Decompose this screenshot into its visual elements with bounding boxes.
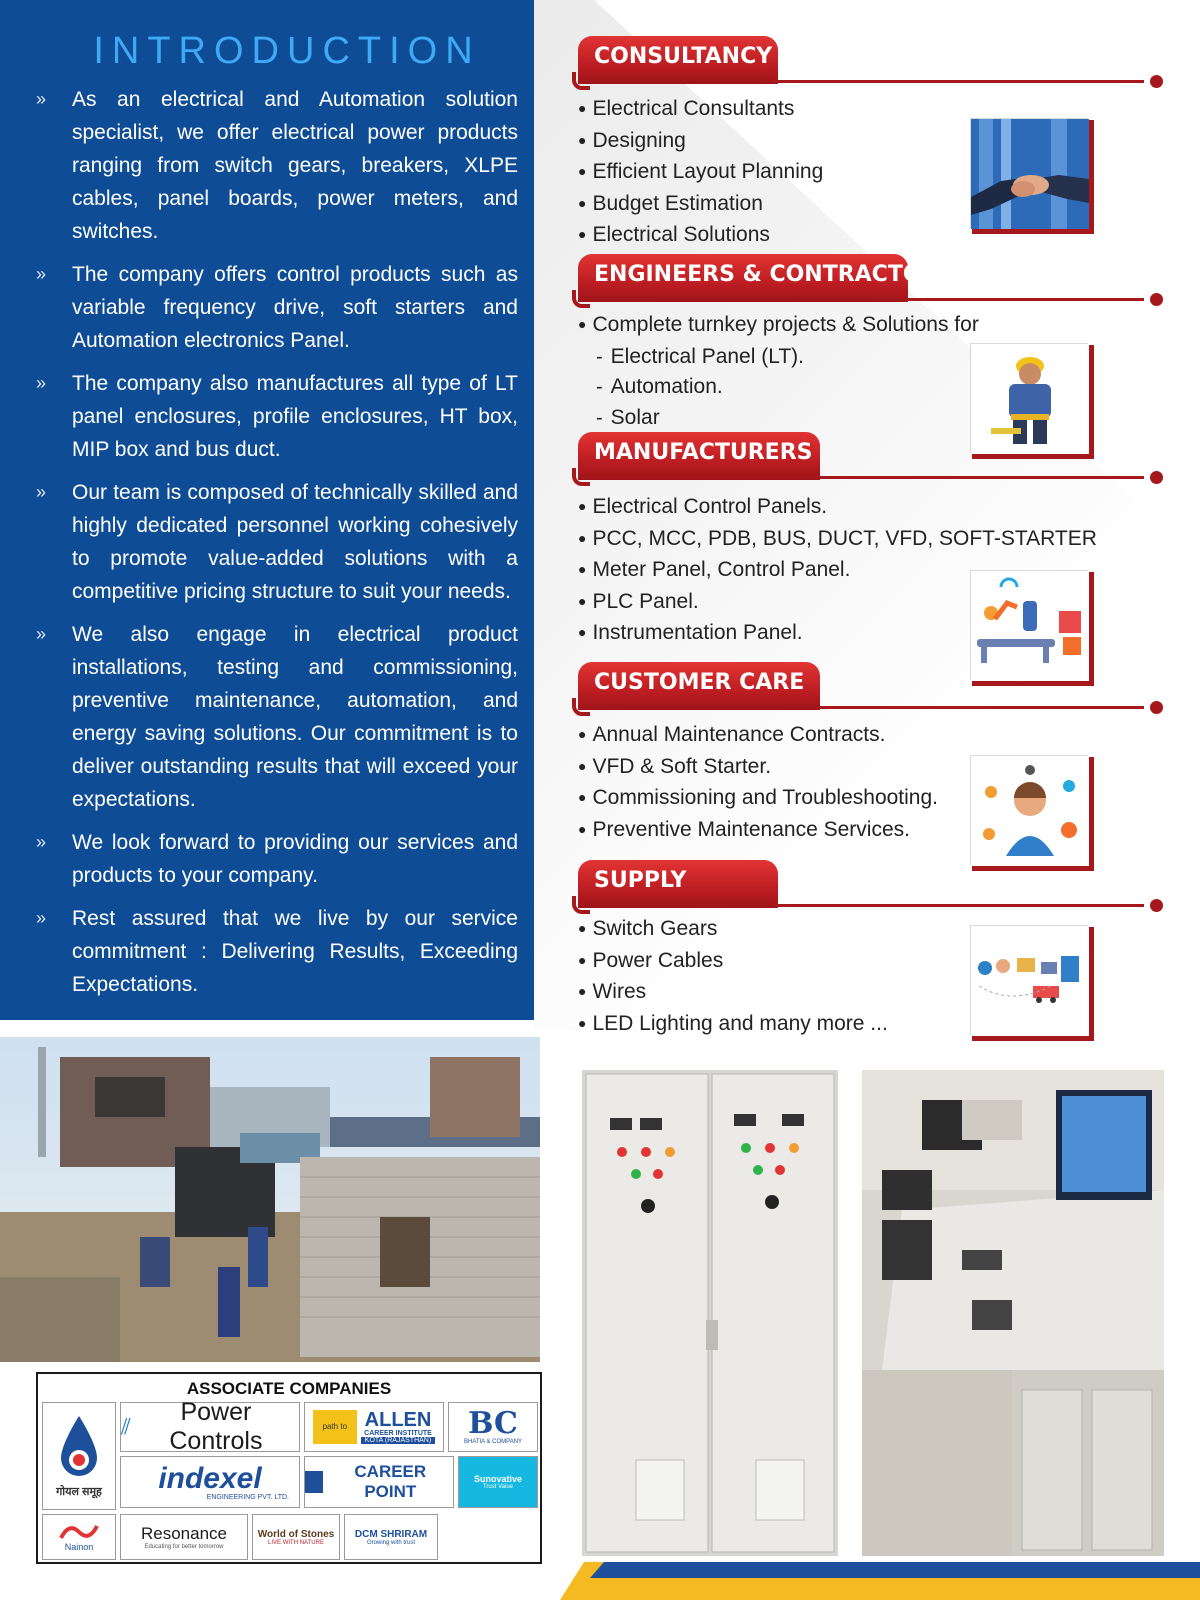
intro-paragraph: » As an electrical and Automation solution specialist, we offer electrical power products ranging from switch gears, breakers, XLPE cables, panel boards, power meters, and switches. xyxy=(36,83,518,248)
list-item: ● Electrical Solutions xyxy=(578,220,823,252)
associate-companies-box xyxy=(36,1372,542,1564)
intro-paragraph: » Our team is composed of technically skilled and highly dedicated personnel working cohesively to promote value-added solutions with a competitive pricing structure to suit your needs. xyxy=(36,476,518,608)
logo-allen: path to ALLEN CAREER INSTITUTE KOTA (RAJASTHAN) xyxy=(304,1402,444,1452)
logo-sunovative: Sunovative Trust Value xyxy=(458,1456,538,1508)
divider-dot xyxy=(1150,899,1163,912)
customer-support-image xyxy=(970,755,1088,865)
list-subitem: - Automation. xyxy=(578,372,979,403)
bullet-icon: » xyxy=(36,373,47,393)
list-subitem: - Solar xyxy=(578,403,979,434)
list-item: ● PLC Panel. xyxy=(578,587,1097,619)
introduction-panel xyxy=(0,0,534,1020)
career-point-icon xyxy=(305,1471,323,1493)
list-item: ● Budget Estimation xyxy=(578,189,823,221)
control-panel-cabinet-photo xyxy=(582,1070,838,1556)
intro-paragraph: » The company offers control products such as variable frequency drive, soft starters and Automation electronics Panel. xyxy=(36,258,518,357)
list-item: ● VFD & Soft Starter. xyxy=(578,752,938,784)
bullet-icon: » xyxy=(36,482,47,502)
divider-dot xyxy=(1150,75,1163,88)
list-item: ● Switch Gears xyxy=(578,914,888,946)
section-divider xyxy=(816,706,1144,709)
list-item: ● PCC, MCC, PDB, BUS, DUCT, VFD, SOFT-STARTER xyxy=(578,524,1097,556)
bullet-icon: » xyxy=(36,89,47,109)
bullet-icon: » xyxy=(36,832,47,852)
supply-list xyxy=(578,914,888,1040)
list-item: ● Complete turnkey projects & Solutions for xyxy=(578,310,979,342)
bullet-icon: » xyxy=(36,624,47,644)
section-divider xyxy=(774,904,1144,907)
section-title-customer-care: CUSTOMER CARE xyxy=(578,662,820,710)
list-item: ● Preventive Maintenance Services. xyxy=(578,815,938,847)
intro-paragraph: » We also engage in electrical product installations, testing and commissioning, preventive maintenance, automation, and energy saving solutions. Our commitment is to deliver outstanding results that will exceed your expectations. xyxy=(36,618,518,816)
section-title-manufacturers: MANUFACTURERS xyxy=(578,432,820,480)
intro-title: INTRODUCTION xyxy=(93,30,481,72)
power-controls-icon: ⫽ xyxy=(121,1414,131,1439)
associate-companies-title: ASSOCIATE COMPANIES xyxy=(186,1379,392,1398)
logo-goyal-samooh: गोयल समूह xyxy=(42,1402,116,1510)
substation-construction-photo xyxy=(0,1037,540,1362)
logo-dcm-shriram: DCM SHRIRAM Growing with trust xyxy=(344,1514,438,1560)
list-item: ● Wires xyxy=(578,977,888,1009)
list-item: ● Commissioning and Troubleshooting. xyxy=(578,783,938,815)
list-item: ● Meter Panel, Control Panel. xyxy=(578,555,1097,587)
section-divider xyxy=(774,80,1144,83)
engineers-list xyxy=(578,310,979,433)
intro-paragraph: » The company also manufactures all type of LT panel enclosures, profile enclosures, HT box, MIP box and bus duct. xyxy=(36,367,518,466)
list-item: ● Electrical Control Panels. xyxy=(578,492,1097,524)
logo-resonance: Resonance Educating for better tomorrow xyxy=(120,1514,248,1560)
nainon-wave-icon xyxy=(59,1522,99,1542)
intro-paragraph: » Rest assured that we live by our service commitment : Delivering Results, Exceeding Expectations. xyxy=(36,902,518,1001)
footer-blue-stripe xyxy=(590,1562,1200,1578)
logo-indexel: indexel ENGINEERING PVT. LTD. xyxy=(120,1456,300,1508)
divider-dot xyxy=(1150,701,1163,714)
list-item: ● LED Lighting and many more ... xyxy=(578,1009,888,1041)
intro-paragraph: » We look forward to providing our services and products to your company. xyxy=(36,826,518,892)
section-divider xyxy=(816,476,1144,479)
section-divider xyxy=(904,298,1144,301)
control-room-desk-photo xyxy=(862,1070,1164,1556)
divider-dot xyxy=(1150,293,1163,306)
section-title-consultancy: CONSULTANCY xyxy=(578,36,778,84)
logo-world-of-stones: World of Stones LIVE WITH NATURE xyxy=(252,1514,340,1560)
section-title-supply: SUPPLY xyxy=(578,860,778,908)
list-item: ● Annual Maintenance Contracts. xyxy=(578,720,938,752)
handshake-image xyxy=(970,118,1088,228)
list-item: ● Designing xyxy=(578,126,823,158)
logo-career-point: CAREER POINT xyxy=(304,1456,454,1508)
list-item: ● Electrical Consultants xyxy=(578,94,823,126)
logo-bhatia-company: BC BHATIA & COMPANY xyxy=(448,1402,538,1452)
logo-nainon: Nainon xyxy=(42,1514,116,1560)
supply-logistics-image xyxy=(970,925,1088,1035)
logo-power-controls: ⫽ Power Controls xyxy=(120,1402,300,1452)
list-item: ● Instrumentation Panel. xyxy=(578,618,1097,650)
customer-care-list xyxy=(578,720,938,846)
list-item: ● Power Cables xyxy=(578,946,888,978)
bullet-icon: » xyxy=(36,908,47,928)
goyal-drop-icon xyxy=(57,1414,101,1484)
intro-list xyxy=(36,83,518,1001)
bullet-icon: » xyxy=(36,264,47,284)
list-subitem: - Electrical Panel (LT). xyxy=(578,342,979,373)
divider-dot xyxy=(1150,471,1163,484)
consultancy-list xyxy=(578,94,823,252)
section-title-engineers-contractors: ENGINEERS & CONTRACTORS xyxy=(578,254,908,302)
list-item: ● Efficient Layout Planning xyxy=(578,157,823,189)
